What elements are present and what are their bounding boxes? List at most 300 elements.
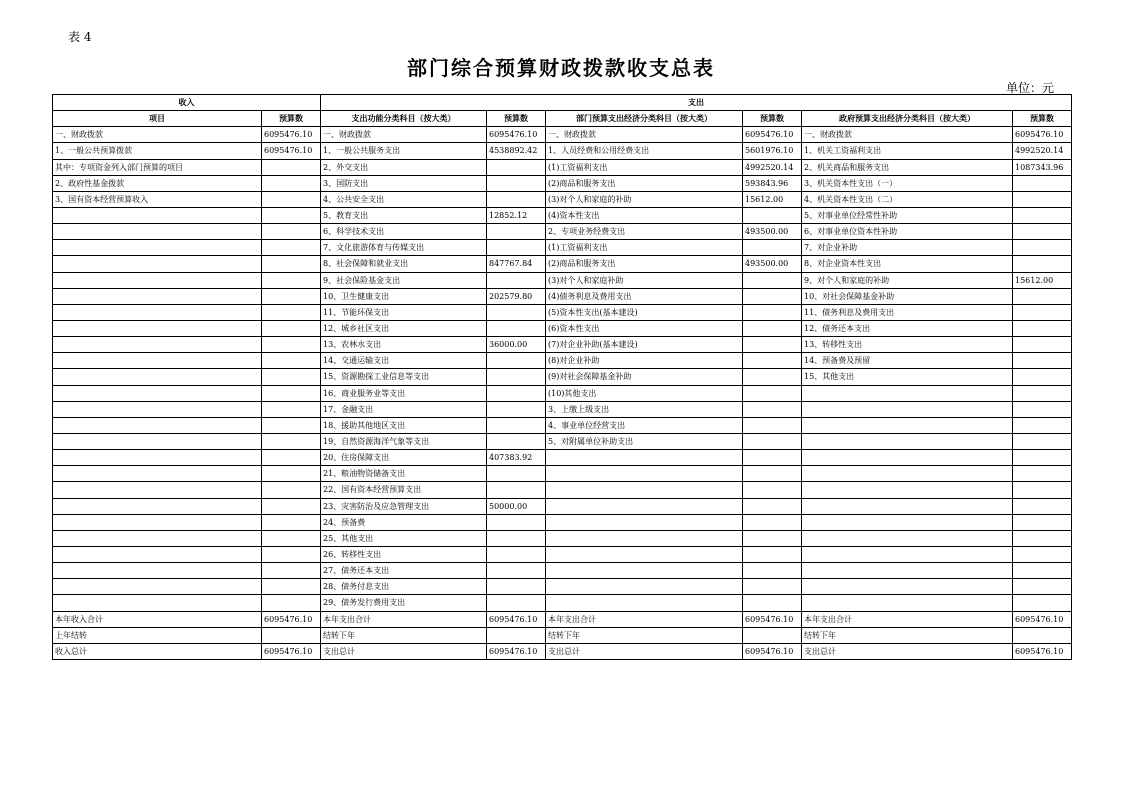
item-cell: 19、自然资源海洋气象等支出 bbox=[321, 433, 487, 449]
item-cell: 4、机关资本性支出（二） bbox=[802, 191, 1013, 207]
item-cell: 本年支出合计 bbox=[321, 611, 487, 627]
column-header: 项目 bbox=[53, 111, 262, 127]
budget-amount-cell bbox=[262, 595, 321, 611]
item-cell: 3、上缴上级支出 bbox=[546, 401, 743, 417]
budget-amount-cell bbox=[487, 320, 546, 336]
budget-amount-cell bbox=[487, 417, 546, 433]
item-cell bbox=[802, 579, 1013, 595]
table-row bbox=[53, 353, 1072, 369]
budget-amount-cell bbox=[743, 288, 802, 304]
budget-amount-cell bbox=[487, 579, 546, 595]
item-cell: 14、交通运输支出 bbox=[321, 353, 487, 369]
item-cell: 2、专项业务经费支出 bbox=[546, 224, 743, 240]
item-cell bbox=[546, 530, 743, 546]
item-cell: 支出总计 bbox=[802, 643, 1013, 659]
budget-amount-cell bbox=[262, 320, 321, 336]
budget-amount-cell bbox=[1013, 385, 1072, 401]
budget-amount-cell: 50000.00 bbox=[487, 498, 546, 514]
column-header: 预算数 bbox=[1013, 111, 1072, 127]
item-cell: 3、机关资本性支出（一） bbox=[802, 175, 1013, 191]
budget-amount-cell bbox=[262, 175, 321, 191]
item-cell bbox=[802, 482, 1013, 498]
item-cell bbox=[53, 401, 262, 417]
item-cell bbox=[53, 304, 262, 320]
item-cell: 16、商业服务业等支出 bbox=[321, 385, 487, 401]
item-cell bbox=[53, 466, 262, 482]
budget-amount-cell bbox=[743, 546, 802, 562]
column-header: 预算数 bbox=[743, 111, 802, 127]
item-cell bbox=[53, 530, 262, 546]
budget-amount-cell bbox=[1013, 207, 1072, 223]
item-cell: (5)资本性支出(基本建设) bbox=[546, 304, 743, 320]
budget-amount-cell bbox=[1013, 256, 1072, 272]
item-cell: (3)对个人和家庭补助 bbox=[546, 272, 743, 288]
item-cell: 3、国防支出 bbox=[321, 175, 487, 191]
table-row bbox=[53, 466, 1072, 482]
item-cell: (8)对企业补助 bbox=[546, 353, 743, 369]
page-label: 表 4 bbox=[68, 30, 92, 44]
budget-amount-cell bbox=[743, 433, 802, 449]
item-cell: 一、财政拨款 bbox=[53, 127, 262, 143]
item-cell bbox=[53, 498, 262, 514]
budget-amount-cell bbox=[743, 320, 802, 336]
item-cell bbox=[53, 224, 262, 240]
item-cell: 1、一般公共预算拨款 bbox=[53, 143, 262, 159]
item-cell: (4)债务利息及费用支出 bbox=[546, 288, 743, 304]
budget-amount-cell bbox=[743, 207, 802, 223]
column-header-row bbox=[53, 111, 1072, 127]
table-row bbox=[53, 288, 1072, 304]
budget-amount-cell bbox=[1013, 304, 1072, 320]
budget-amount-cell bbox=[262, 288, 321, 304]
item-cell: 22、国有资本经营预算支出 bbox=[321, 482, 487, 498]
budget-amount-cell bbox=[487, 240, 546, 256]
item-cell bbox=[546, 482, 743, 498]
item-cell: 29、债务发行费用支出 bbox=[321, 595, 487, 611]
budget-amount-cell: 6095476.10 bbox=[1013, 611, 1072, 627]
budget-amount-cell bbox=[487, 563, 546, 579]
budget-amount-cell bbox=[1013, 466, 1072, 482]
table-row bbox=[53, 611, 1072, 627]
item-cell: 一、财政拨款 bbox=[802, 127, 1013, 143]
budget-amount-cell bbox=[262, 385, 321, 401]
table-row bbox=[53, 369, 1072, 385]
item-cell: 本年支出合计 bbox=[546, 611, 743, 627]
item-cell: (1)工资福利支出 bbox=[546, 240, 743, 256]
budget-amount-cell bbox=[487, 401, 546, 417]
item-cell: 本年收入合计 bbox=[53, 611, 262, 627]
budget-amount-cell bbox=[262, 579, 321, 595]
table-row bbox=[53, 304, 1072, 320]
budget-amount-cell bbox=[743, 417, 802, 433]
budget-amount-cell bbox=[262, 207, 321, 223]
item-cell bbox=[802, 546, 1013, 562]
item-cell: (2)商品和服务支出 bbox=[546, 175, 743, 191]
item-cell: 9、对个人和家庭的补助 bbox=[802, 272, 1013, 288]
item-cell: 1、一般公共服务支出 bbox=[321, 143, 487, 159]
item-cell: 4、事业单位经营支出 bbox=[546, 417, 743, 433]
budget-amount-cell bbox=[1013, 498, 1072, 514]
budget-amount-cell: 6095476.10 bbox=[262, 611, 321, 627]
budget-amount-cell bbox=[1013, 546, 1072, 562]
item-cell: 一、财政拨款 bbox=[321, 127, 487, 143]
budget-amount-cell bbox=[1013, 224, 1072, 240]
item-cell bbox=[53, 546, 262, 562]
item-cell bbox=[802, 466, 1013, 482]
item-cell bbox=[53, 450, 262, 466]
item-cell bbox=[53, 514, 262, 530]
table-row bbox=[53, 643, 1072, 659]
item-cell bbox=[53, 563, 262, 579]
budget-amount-cell bbox=[1013, 320, 1072, 336]
item-cell bbox=[53, 207, 262, 223]
budget-amount-cell bbox=[743, 337, 802, 353]
budget-amount-cell: 6095476.10 bbox=[487, 643, 546, 659]
budget-amount-cell: 6095476.10 bbox=[262, 643, 321, 659]
item-cell: 23、灾害防治及应急管理支出 bbox=[321, 498, 487, 514]
item-cell: (3)对个人和家庭的补助 bbox=[546, 191, 743, 207]
item-cell bbox=[53, 433, 262, 449]
item-cell: 26、转移性支出 bbox=[321, 546, 487, 562]
budget-amount-cell: 6095476.10 bbox=[743, 127, 802, 143]
budget-amount-cell: 493500.00 bbox=[743, 224, 802, 240]
budget-amount-cell: 6095476.10 bbox=[1013, 127, 1072, 143]
budget-amount-cell bbox=[487, 514, 546, 530]
item-cell: (2)商品和服务支出 bbox=[546, 256, 743, 272]
item-cell bbox=[53, 256, 262, 272]
table-row bbox=[53, 546, 1072, 562]
budget-amount-cell bbox=[1013, 337, 1072, 353]
item-cell: 5、对事业单位经常性补助 bbox=[802, 207, 1013, 223]
table-row bbox=[53, 498, 1072, 514]
item-cell bbox=[802, 401, 1013, 417]
item-cell bbox=[53, 288, 262, 304]
item-cell bbox=[53, 369, 262, 385]
budget-amount-cell: 12852.12 bbox=[487, 207, 546, 223]
budget-amount-cell: 6095476.10 bbox=[1013, 643, 1072, 659]
budget-amount-cell bbox=[262, 482, 321, 498]
item-cell bbox=[546, 466, 743, 482]
item-cell: 4、公共安全支出 bbox=[321, 191, 487, 207]
budget-amount-cell bbox=[487, 159, 546, 175]
budget-amount-cell bbox=[487, 530, 546, 546]
item-cell: 5、对附属单位补助支出 bbox=[546, 433, 743, 449]
column-header: 预算数 bbox=[487, 111, 546, 127]
budget-amount-cell: 6095476.10 bbox=[743, 643, 802, 659]
budget-amount-cell: 6095476.10 bbox=[487, 611, 546, 627]
table-row bbox=[53, 595, 1072, 611]
expense-header: 支出 bbox=[321, 95, 1072, 111]
item-cell: 8、社会保障和就业支出 bbox=[321, 256, 487, 272]
item-cell: (10)其他支出 bbox=[546, 385, 743, 401]
item-cell: 24、预备费 bbox=[321, 514, 487, 530]
budget-amount-cell bbox=[743, 530, 802, 546]
table-row bbox=[53, 240, 1072, 256]
table-row bbox=[53, 337, 1072, 353]
budget-amount-cell bbox=[1013, 563, 1072, 579]
table-row bbox=[53, 207, 1072, 223]
item-cell: (1)工资福利支出 bbox=[546, 159, 743, 175]
budget-amount-cell bbox=[743, 385, 802, 401]
column-header: 部门预算支出经济分类科目（按大类） bbox=[546, 111, 743, 127]
item-cell bbox=[546, 514, 743, 530]
item-cell: 6、科学技术支出 bbox=[321, 224, 487, 240]
item-cell: 1、机关工资福利支出 bbox=[802, 143, 1013, 159]
item-cell: 支出总计 bbox=[321, 643, 487, 659]
budget-amount-cell bbox=[487, 369, 546, 385]
item-cell: 28、债务付息支出 bbox=[321, 579, 487, 595]
budget-amount-cell: 6095476.10 bbox=[743, 611, 802, 627]
item-cell: 10、卫生健康支出 bbox=[321, 288, 487, 304]
item-cell: 7、文化旅游体育与传媒支出 bbox=[321, 240, 487, 256]
budget-amount-cell bbox=[1013, 595, 1072, 611]
table-row bbox=[53, 272, 1072, 288]
item-cell bbox=[802, 417, 1013, 433]
budget-amount-cell bbox=[1013, 175, 1072, 191]
budget-amount-cell bbox=[487, 595, 546, 611]
item-cell: 2、机关商品和服务支出 bbox=[802, 159, 1013, 175]
income-header: 收入 bbox=[53, 95, 321, 111]
budget-amount-cell bbox=[1013, 417, 1072, 433]
table-row bbox=[53, 256, 1072, 272]
budget-amount-cell bbox=[487, 224, 546, 240]
budget-amount-cell bbox=[743, 595, 802, 611]
table-row bbox=[53, 143, 1072, 159]
budget-amount-cell bbox=[743, 563, 802, 579]
budget-amount-cell bbox=[1013, 353, 1072, 369]
budget-amount-cell bbox=[487, 353, 546, 369]
item-cell: 3、国有资本经营预算收入 bbox=[53, 191, 262, 207]
budget-amount-cell: 6095476.10 bbox=[262, 127, 321, 143]
budget-amount-cell: 4992520.14 bbox=[1013, 143, 1072, 159]
budget-amount-cell bbox=[743, 272, 802, 288]
budget-amount-cell bbox=[262, 498, 321, 514]
item-cell: (9)对社会保障基金补助 bbox=[546, 369, 743, 385]
budget-amount-cell bbox=[262, 369, 321, 385]
budget-amount-cell bbox=[743, 627, 802, 643]
budget-amount-cell bbox=[487, 304, 546, 320]
item-cell: 2、政府性基金拨款 bbox=[53, 175, 262, 191]
budget-amount-cell bbox=[743, 579, 802, 595]
item-cell: (7)对企业补助(基本建设) bbox=[546, 337, 743, 353]
item-cell: 6、对事业单位资本性补助 bbox=[802, 224, 1013, 240]
budget-amount-cell bbox=[262, 159, 321, 175]
budget-amount-cell bbox=[262, 466, 321, 482]
budget-amount-cell bbox=[262, 256, 321, 272]
budget-table bbox=[52, 94, 1072, 660]
budget-amount-cell bbox=[743, 240, 802, 256]
budget-amount-cell bbox=[1013, 514, 1072, 530]
item-cell: 9、社会保险基金支出 bbox=[321, 272, 487, 288]
item-cell: 结转下年 bbox=[802, 627, 1013, 643]
column-header: 预算数 bbox=[262, 111, 321, 127]
item-cell: 13、农林水支出 bbox=[321, 337, 487, 353]
budget-amount-cell bbox=[262, 401, 321, 417]
item-cell: 11、债务利息及费用支出 bbox=[802, 304, 1013, 320]
item-cell: 14、预备费及预留 bbox=[802, 353, 1013, 369]
budget-amount-cell bbox=[262, 272, 321, 288]
item-cell: 收入总计 bbox=[53, 643, 262, 659]
budget-amount-cell: 6095476.10 bbox=[487, 127, 546, 143]
table-row bbox=[53, 627, 1072, 643]
item-cell: 13、转移性支出 bbox=[802, 337, 1013, 353]
budget-amount-cell: 4538892.42 bbox=[487, 143, 546, 159]
budget-amount-cell bbox=[1013, 482, 1072, 498]
item-cell: 11、节能环保支出 bbox=[321, 304, 487, 320]
budget-amount-cell: 1087343.96 bbox=[1013, 159, 1072, 175]
table-row bbox=[53, 385, 1072, 401]
budget-amount-cell bbox=[743, 353, 802, 369]
section-header-row bbox=[53, 95, 1072, 111]
budget-amount-cell bbox=[262, 417, 321, 433]
item-cell: 20、住房保障支出 bbox=[321, 450, 487, 466]
budget-amount-cell bbox=[487, 482, 546, 498]
budget-amount-cell bbox=[262, 530, 321, 546]
table-row bbox=[53, 482, 1072, 498]
budget-amount-cell bbox=[743, 482, 802, 498]
budget-amount-cell: 847767.84 bbox=[487, 256, 546, 272]
budget-amount-cell bbox=[262, 514, 321, 530]
item-cell: 结转下年 bbox=[321, 627, 487, 643]
table-row bbox=[53, 224, 1072, 240]
item-cell bbox=[802, 530, 1013, 546]
item-cell bbox=[53, 272, 262, 288]
budget-amount-cell: 202579.80 bbox=[487, 288, 546, 304]
item-cell bbox=[53, 337, 262, 353]
item-cell bbox=[546, 450, 743, 466]
page-title: 部门综合预算财政拨款收支总表 bbox=[407, 56, 715, 80]
budget-amount-cell bbox=[262, 563, 321, 579]
item-cell bbox=[53, 417, 262, 433]
table-row bbox=[53, 417, 1072, 433]
item-cell bbox=[53, 353, 262, 369]
budget-amount-cell bbox=[262, 546, 321, 562]
item-cell: 上年结转 bbox=[53, 627, 262, 643]
budget-amount-cell bbox=[743, 514, 802, 530]
budget-amount-cell bbox=[743, 466, 802, 482]
item-cell: 5、教育支出 bbox=[321, 207, 487, 223]
budget-amount-cell bbox=[262, 353, 321, 369]
budget-amount-cell bbox=[743, 401, 802, 417]
item-cell: 支出总计 bbox=[546, 643, 743, 659]
table-row bbox=[53, 563, 1072, 579]
budget-amount-cell: 593843.96 bbox=[743, 175, 802, 191]
item-cell: 18、援助其他地区支出 bbox=[321, 417, 487, 433]
item-cell: 10、对社会保障基金补助 bbox=[802, 288, 1013, 304]
budget-amount-cell bbox=[487, 433, 546, 449]
budget-amount-cell bbox=[1013, 191, 1072, 207]
item-cell: 21、粮油物资储备支出 bbox=[321, 466, 487, 482]
budget-amount-cell: 4992520.14 bbox=[743, 159, 802, 175]
item-cell: 12、债务还本支出 bbox=[802, 320, 1013, 336]
item-cell bbox=[53, 579, 262, 595]
unit-label: 单位：元 bbox=[1005, 81, 1054, 95]
item-cell bbox=[802, 514, 1013, 530]
item-cell bbox=[546, 498, 743, 514]
item-cell bbox=[53, 385, 262, 401]
budget-amount-cell bbox=[262, 627, 321, 643]
budget-amount-cell bbox=[1013, 401, 1072, 417]
budget-amount-cell: 36000.00 bbox=[487, 337, 546, 353]
budget-amount-cell bbox=[262, 450, 321, 466]
column-header: 支出功能分类科目（按大类） bbox=[321, 111, 487, 127]
table-row bbox=[53, 175, 1072, 191]
item-cell: 27、债务还本支出 bbox=[321, 563, 487, 579]
budget-amount-cell: 15612.00 bbox=[1013, 272, 1072, 288]
item-cell bbox=[53, 595, 262, 611]
item-cell bbox=[546, 595, 743, 611]
item-cell: 15、其他支出 bbox=[802, 369, 1013, 385]
item-cell bbox=[802, 385, 1013, 401]
budget-amount-cell bbox=[743, 304, 802, 320]
budget-amount-cell bbox=[487, 175, 546, 191]
table-row bbox=[53, 433, 1072, 449]
item-cell bbox=[546, 563, 743, 579]
budget-amount-cell bbox=[262, 191, 321, 207]
budget-amount-cell bbox=[262, 240, 321, 256]
budget-amount-cell: 6095476.10 bbox=[262, 143, 321, 159]
budget-amount-cell bbox=[487, 466, 546, 482]
table-row bbox=[53, 579, 1072, 595]
budget-amount-cell bbox=[1013, 288, 1072, 304]
budget-amount-cell bbox=[487, 627, 546, 643]
budget-amount-cell bbox=[487, 546, 546, 562]
table-row bbox=[53, 127, 1072, 143]
table-row bbox=[53, 320, 1072, 336]
item-cell: 2、外交支出 bbox=[321, 159, 487, 175]
budget-amount-cell bbox=[1013, 450, 1072, 466]
item-cell: (4)资本性支出 bbox=[546, 207, 743, 223]
item-cell bbox=[802, 498, 1013, 514]
item-cell bbox=[802, 595, 1013, 611]
item-cell bbox=[53, 482, 262, 498]
budget-amount-cell bbox=[743, 450, 802, 466]
item-cell bbox=[546, 546, 743, 562]
item-cell: 12、城乡社区支出 bbox=[321, 320, 487, 336]
table-row bbox=[53, 514, 1072, 530]
budget-amount-cell bbox=[1013, 240, 1072, 256]
budget-amount-cell bbox=[743, 369, 802, 385]
budget-amount-cell bbox=[1013, 369, 1072, 385]
table-row bbox=[53, 401, 1072, 417]
item-cell: 其中：专项资金列入部门预算的项目 bbox=[53, 159, 262, 175]
item-cell bbox=[546, 579, 743, 595]
item-cell: 结转下年 bbox=[546, 627, 743, 643]
table-row bbox=[53, 191, 1072, 207]
item-cell: 1、人员经费和公用经费支出 bbox=[546, 143, 743, 159]
item-cell bbox=[53, 240, 262, 256]
budget-amount-cell: 407383.92 bbox=[487, 450, 546, 466]
budget-amount-cell bbox=[487, 191, 546, 207]
budget-amount-cell bbox=[1013, 627, 1072, 643]
item-cell: 8、对企业资本性支出 bbox=[802, 256, 1013, 272]
item-cell: (6)资本性支出 bbox=[546, 320, 743, 336]
item-cell: 7、对企业补助 bbox=[802, 240, 1013, 256]
item-cell bbox=[802, 563, 1013, 579]
budget-amount-cell: 5601976.10 bbox=[743, 143, 802, 159]
budget-amount-cell bbox=[262, 224, 321, 240]
item-cell: 17、金融支出 bbox=[321, 401, 487, 417]
item-cell bbox=[53, 320, 262, 336]
budget-amount-cell bbox=[262, 337, 321, 353]
table-row bbox=[53, 159, 1072, 175]
budget-amount-cell bbox=[1013, 433, 1072, 449]
table-row bbox=[53, 530, 1072, 546]
item-cell bbox=[802, 433, 1013, 449]
budget-amount-cell bbox=[262, 304, 321, 320]
budget-amount-cell bbox=[487, 385, 546, 401]
table-row bbox=[53, 450, 1072, 466]
